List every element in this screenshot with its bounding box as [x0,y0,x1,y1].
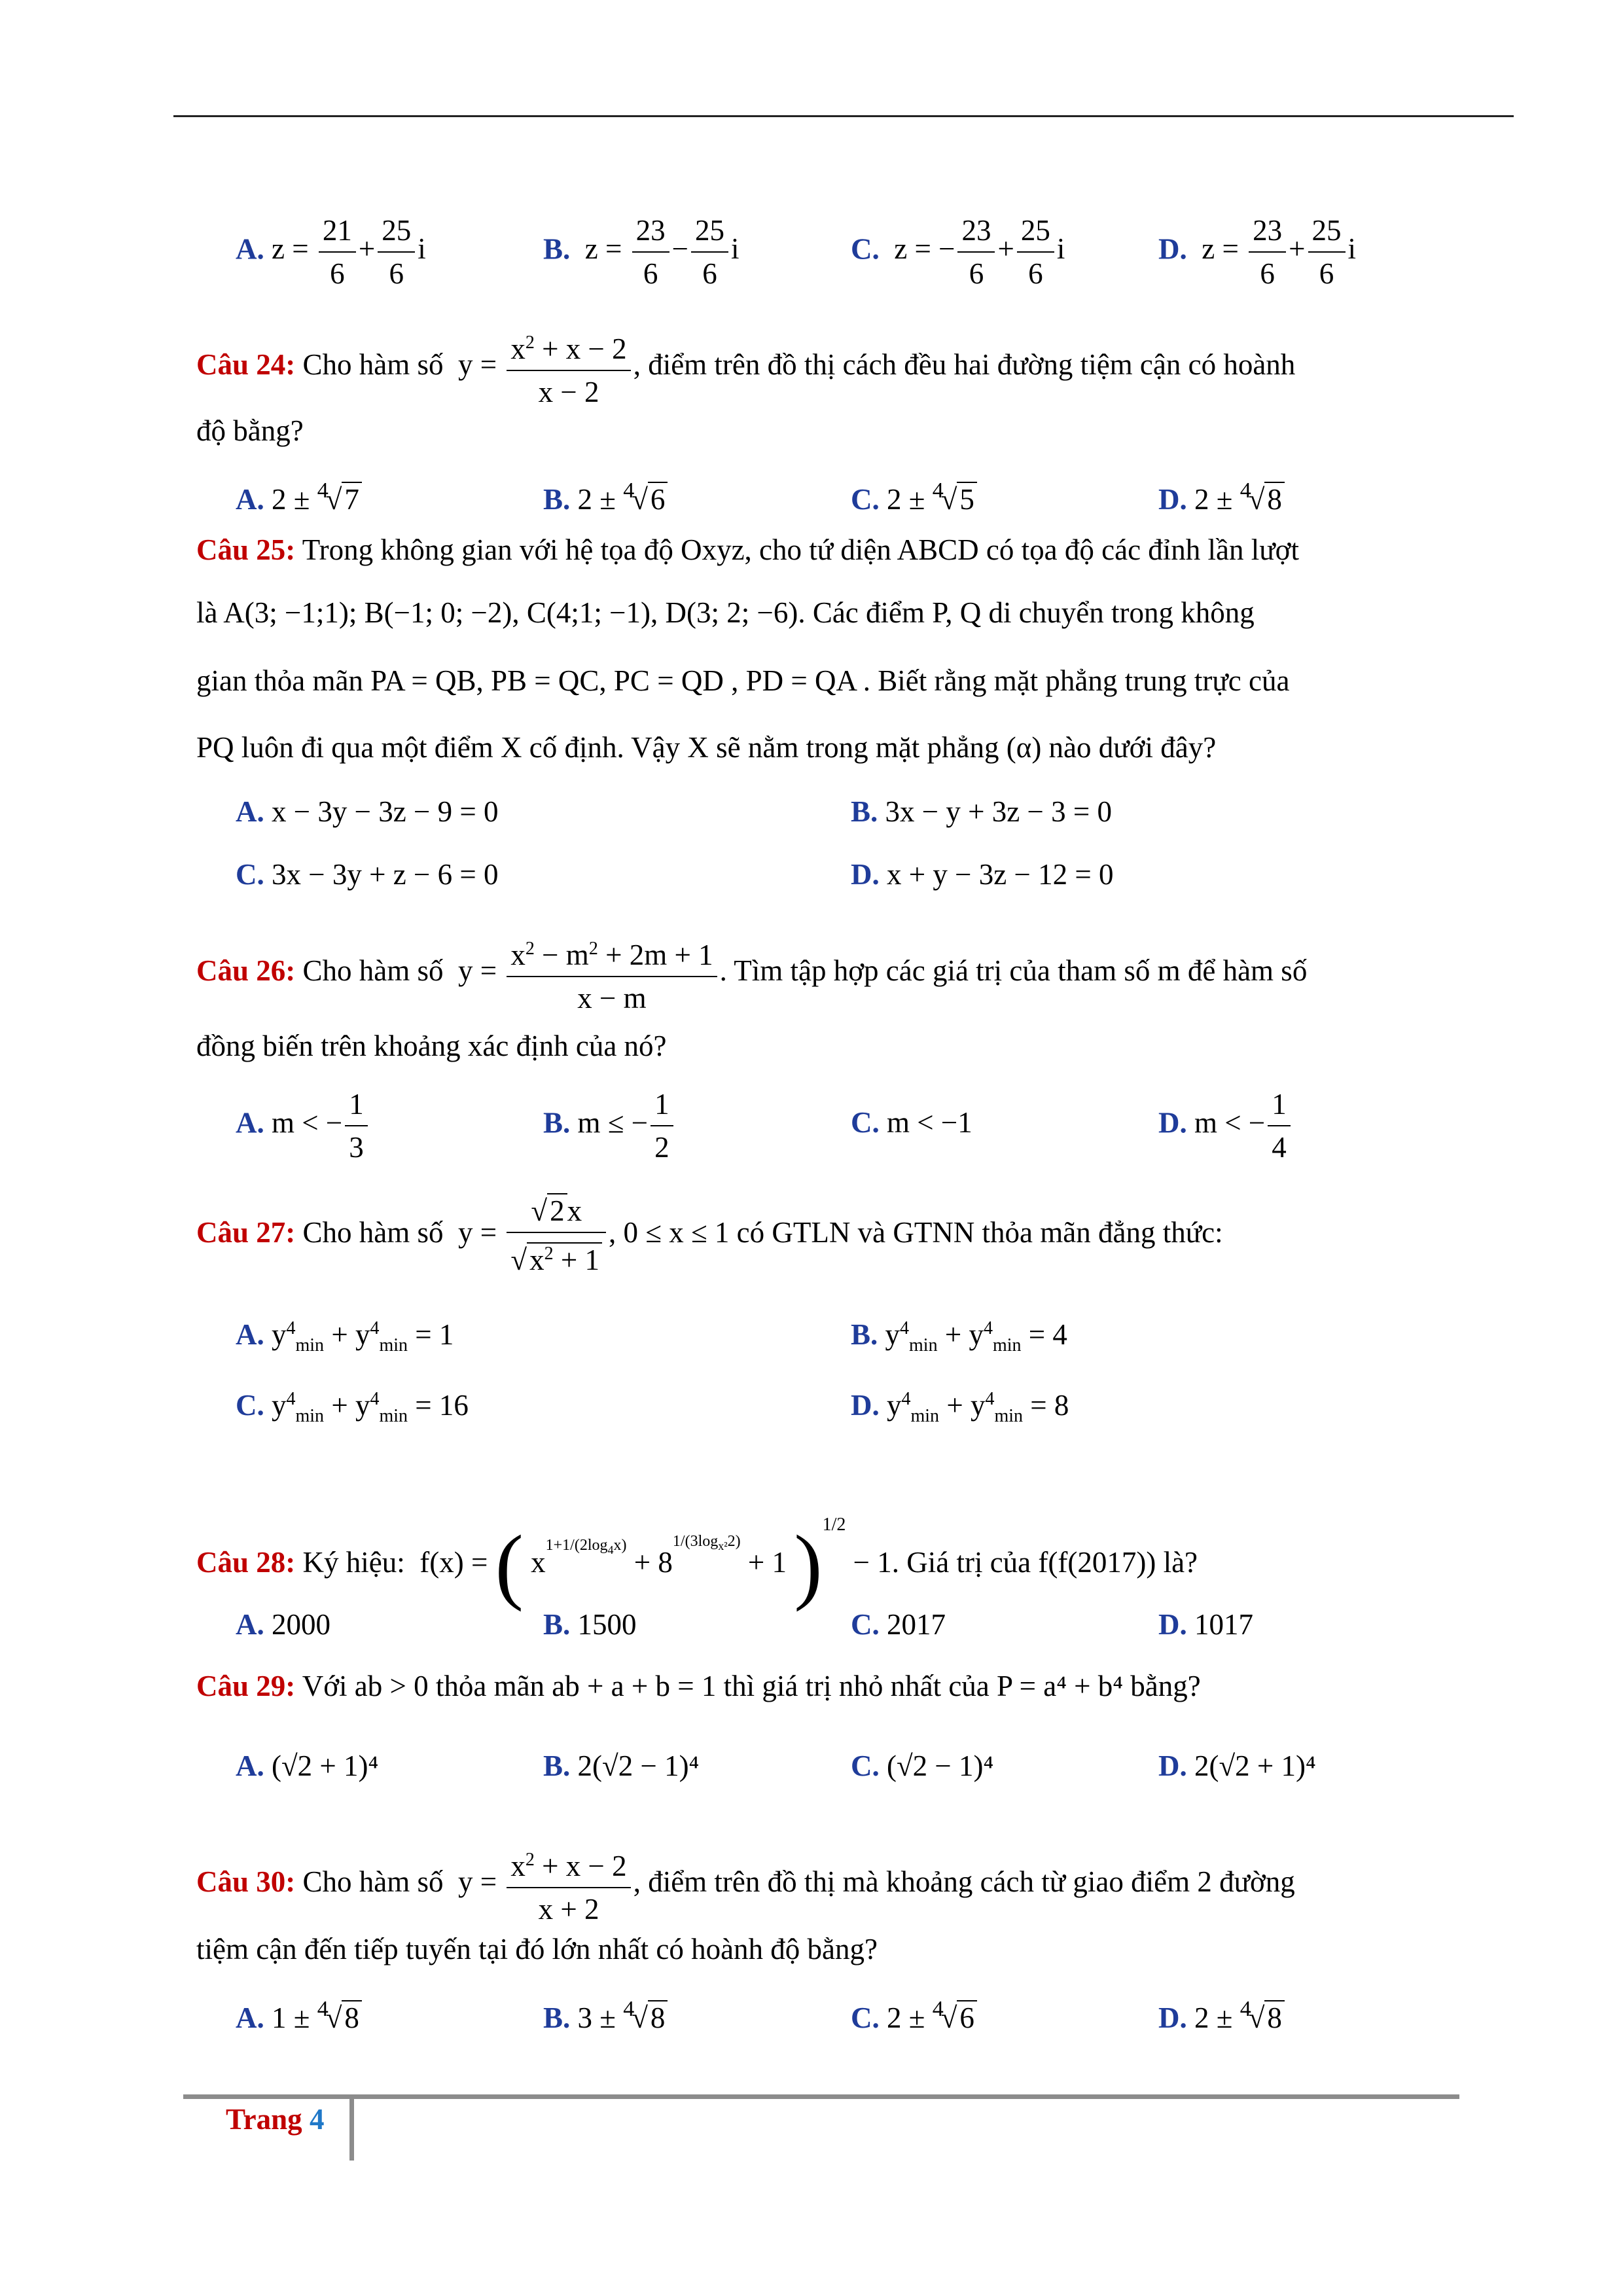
q25-option-c: C. 3x − 3y + z − 6 = 0 [236,858,499,891]
q30-stem: Câu 30: Cho hàm số y = $\frac{x^2 + x - 2}{x + 2}$ , điểm trên đồ thị mà khoảng cách từ giao điểm 2 đường [196,1839,1295,1930]
q30-option-a: A. 1 ± $^4$√8 [236,1990,362,2037]
q27-option-a: A. $y^4_{min} + y^4_{min} = 1$ [236,1318,454,1355]
q30-option-c: C. 2 ± $^4$√6 [851,1990,977,2037]
q24-stem-line2: độ bằng? [196,414,304,447]
q26-stem: Câu 26: Cho hàm số y = $\frac{x^2 - m^2 + 2m + 1}{x - m}$ . Tìm tập hợp các giá trị của tham số m để hàm số [196,928,1307,1019]
q25-stem-line3: gian thỏa mãn PA = QB, PB = QC, PC = QD , PD = QA . Biết rằng mặt phẳng trung trực của [196,664,1290,697]
q27-stem: Câu 27: Cho hàm số y = $\frac{√2x}{√x^2 + 1}$ , 0 ≤ x ≤ 1 có GTLN và GTNN thỏa mãn đẳng thức: [196,1190,1223,1281]
q28-option-d: D. 1017 [1158,1608,1253,1641]
q29-stem: Câu 29: Với ab > 0 thỏa mãn ab + a + b = 1 thì giá trị nhỏ nhất của P = a⁴ + b⁴ bằng? [196,1670,1201,1702]
q24-option-c: C. 2 ± $^4$√5 [851,471,977,519]
q24-option-b: B. 2 ± $^4$√6 [543,471,668,519]
q28-option-b: B. 1500 [543,1608,637,1641]
q29-option-d: D. 2(√2 + 1)⁴ [1158,1749,1316,1782]
q28-stem: Câu 28: Ký hiệu: f(x) = ( $x^{1+1/(2log_4x)} + 8^{1/(3log_{x^2}2)} + 1$ )$^{1/2}$ − 1. Giá trị của f(f(2017)) là? [196,1515,1198,1613]
q30-option-b: B. 3 ± $^4$√8 [543,1990,668,2037]
q29-option-c: C. (√2 − 1)⁴ [851,1749,994,1782]
q24-stem: Câu 24: Cho hàm số y = $\frac{x^2 + x - 2}{x - 2}$ , điểm trên đồ thị cách đều hai đường tiệm cận có hoành [196,322,1295,413]
q25-stem-line2: là A(3; −1;1); B(−1; 0; −2), C(4;1; −1), D(3; 2; −6). Các điểm P, Q di chuyển trong không [196,596,1255,629]
q26-option-b: B. m ≤ − $\frac{1}{2}$ [543,1083,676,1168]
q23-option-d: D. z = $\frac{23}{6}$ + $\frac{25}{6}$ i [1158,209,1356,295]
q29-option-a: A. (√2 + 1)⁴ [236,1749,379,1782]
q23-option-a: A. z = $\frac{21}{6}$ + $\frac{25}{6}$ i [236,209,426,295]
q25-stem-line4: PQ luôn đi qua một điểm X cố định. Vậy X sẽ nằm trong mặt phẳng (α) nào dưới đây? [196,731,1217,764]
q26-stem-line2: đồng biến trên khoảng xác định của nó? [196,1030,667,1062]
footer-divider [349,2098,354,2161]
page-number: Trang 4 [226,2103,325,2136]
q26-option-d: D. m < − $\frac{1}{4}$ [1158,1083,1293,1168]
q30-stem-line2: tiệm cận đến tiếp tuyến tại đó lớn nhất có hoành độ bằng? [196,1933,878,1965]
q25-option-b: B. 3x − y + 3z − 3 = 0 [851,795,1113,828]
q25-stem: Câu 25: Trong không gian với hệ tọa độ Oxyz, cho tứ diện ABCD có tọa độ các đỉnh lần lượt [196,533,1299,566]
q27-option-c: C. $y^4_{min} + y^4_{min} = 16$ [236,1389,469,1426]
q26-option-c: C. m < −1 [851,1106,972,1139]
q27-option-b: B. $y^4_{min} + y^4_{min} = 4$ [851,1318,1067,1355]
footer-rule [183,2094,1459,2099]
q28-option-c: C. 2017 [851,1608,946,1641]
q26-option-a: A. m < − $\frac{1}{3}$ [236,1083,370,1168]
q28-option-a: A. 2000 [236,1608,330,1641]
q24-option-d: D. 2 ± $^4$√8 [1158,471,1285,519]
q25-option-d: D. x + y − 3z − 12 = 0 [851,858,1114,891]
q24-option-a: A. 2 ± $^4$√7 [236,471,362,519]
q23-option-c: C. z = − $\frac{23}{6}$ + $\frac{25}{6}$ i [851,209,1065,295]
q25-option-a: A. x − 3y − 3z − 9 = 0 [236,795,499,828]
q30-option-d: D. 2 ± $^4$√8 [1158,1990,1285,2037]
q27-option-d: D. $y^4_{min} + y^4_{min} = 8$ [851,1389,1069,1426]
header-rule [173,115,1514,117]
q29-option-b: B. 2(√2 − 1)⁴ [543,1749,700,1782]
q23-option-b: B. z = $\frac{23}{6}$ − $\frac{25}{6}$ i [543,209,740,295]
